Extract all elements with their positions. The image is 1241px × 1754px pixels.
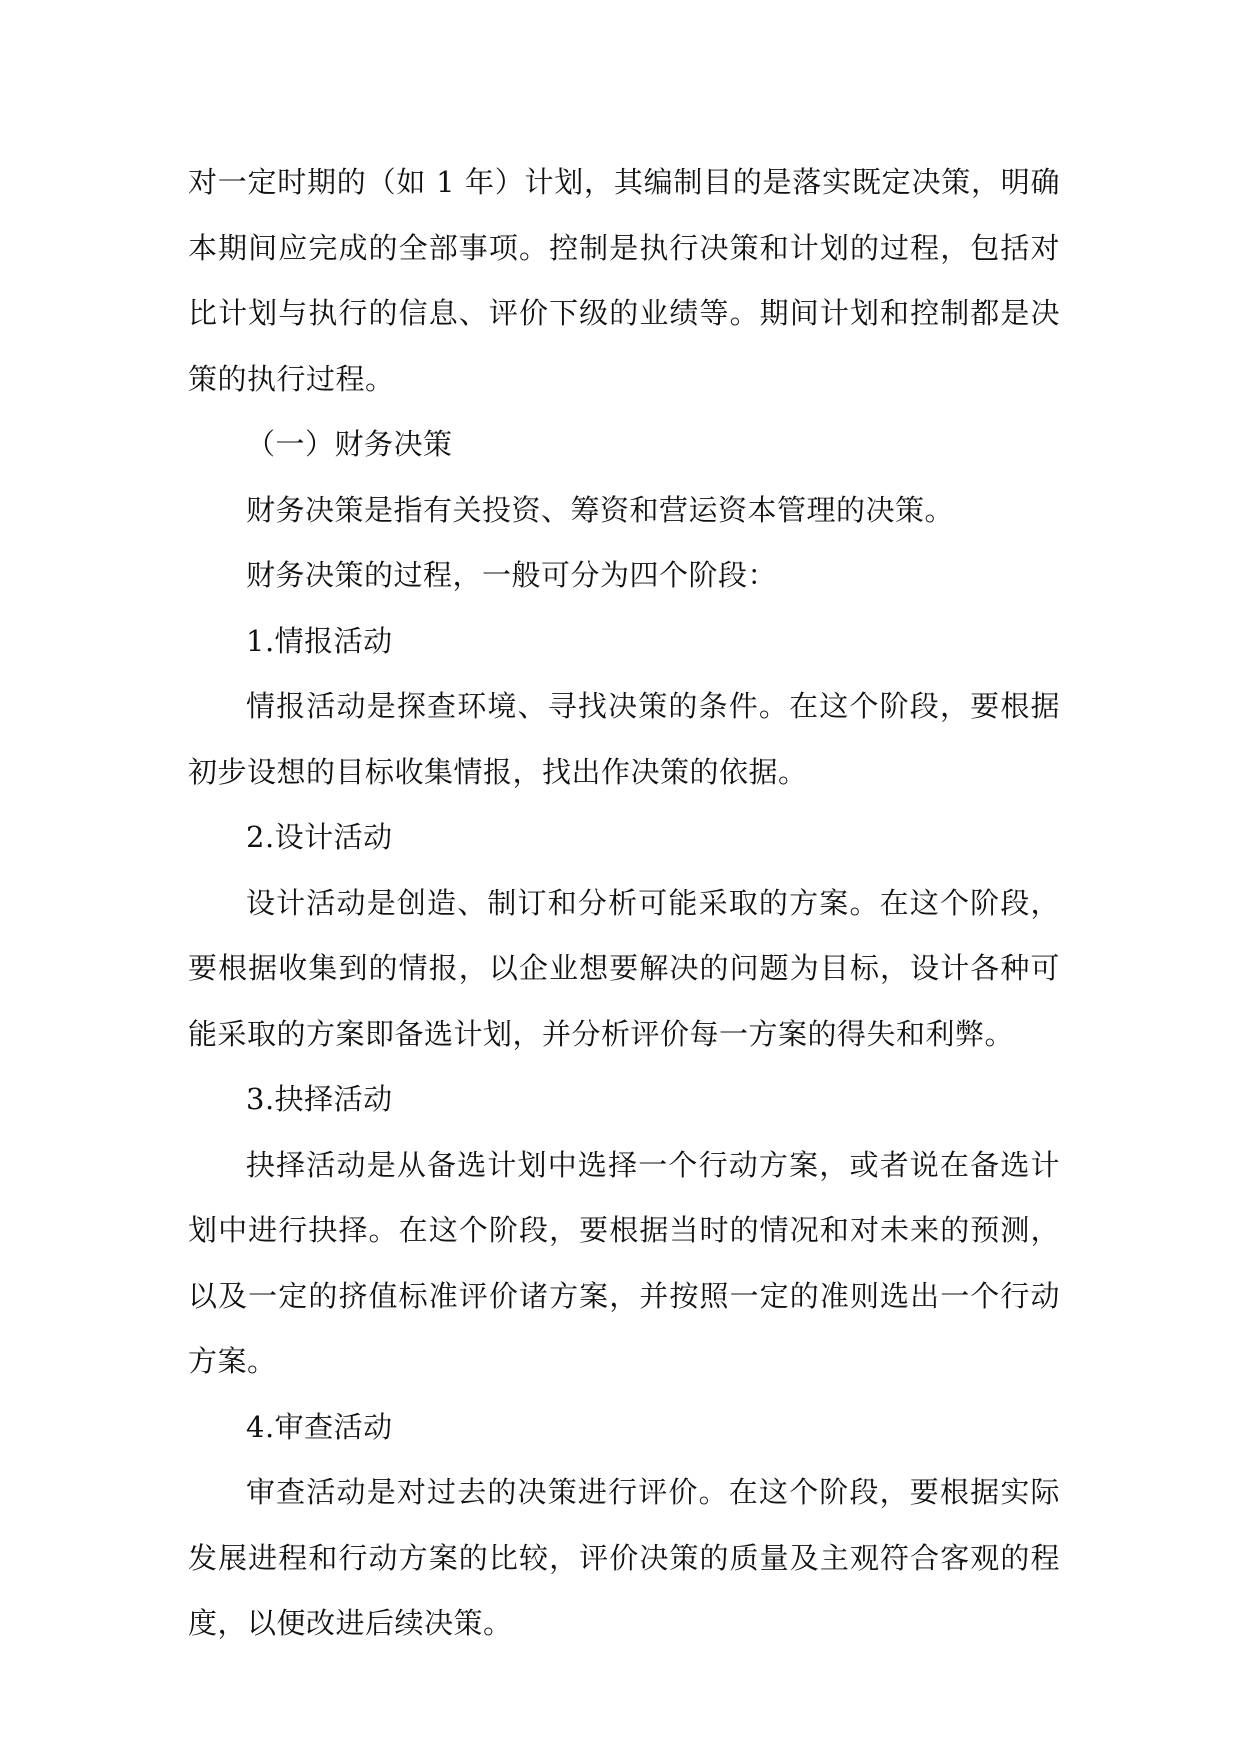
paragraph-intelligence: 情报活动是探查环境、寻找决策的条件。在这个阶段，要根据初步设想的目标收集情报，找出作决策的依据。 [188,689,1060,789]
paragraph-choice: 抉择活动是从备选计划中选择一个行动方案，或者说在备选计划中进行抉择。在这个阶段，要根据当时的情况和对未来的预测，以及一定的挤值标准评价诸方案，并按照一定的准则选出一个行动方案。 [188,1147,1060,1378]
subheading-design: 2.设计活动 [246,820,393,854]
subheading-choice: 3.抉择活动 [246,1082,393,1116]
subheading-intelligence: 1.情报活动 [246,623,393,658]
document-body [188,150,1060,1657]
paragraph-review: 审查活动是对过去的决策进行评价。在这个阶段，要根据实际发展进程和行动方案的比较，评价决策的质量及主观符合客观的程度，以便改进后续决策。 [188,1475,1060,1640]
subheading-review: 4.审查活动 [246,1409,393,1444]
section-heading-financial-decision: （一）财务决策 [246,427,453,461]
paragraph-process-intro: 财务决策的过程，一般可分为四个阶段： [246,558,778,592]
paragraph-design: 设计活动是创造、制订和分析可能采取的方案。在这个阶段，要根据收集到的情报，以企业想要解决的问题为目标，设计各种可能采取的方案即备选计划，并分析评价每一方案的得失和利弊。 [188,885,1060,1051]
paragraph-continuation: 对一定时期的（如 1 年）计划，其编制目的是落实既定决策，明确本期间应完成的全部事项。控制是执行决策和计划的过程，包括对比计划与执行的信息、评价下级的业绩等。期间计划和控制都是决策的执行过程。 [188,165,1060,396]
paragraph-definition: 财务决策是指有关投资、筹资和营运资本管理的决策。 [246,492,955,527]
